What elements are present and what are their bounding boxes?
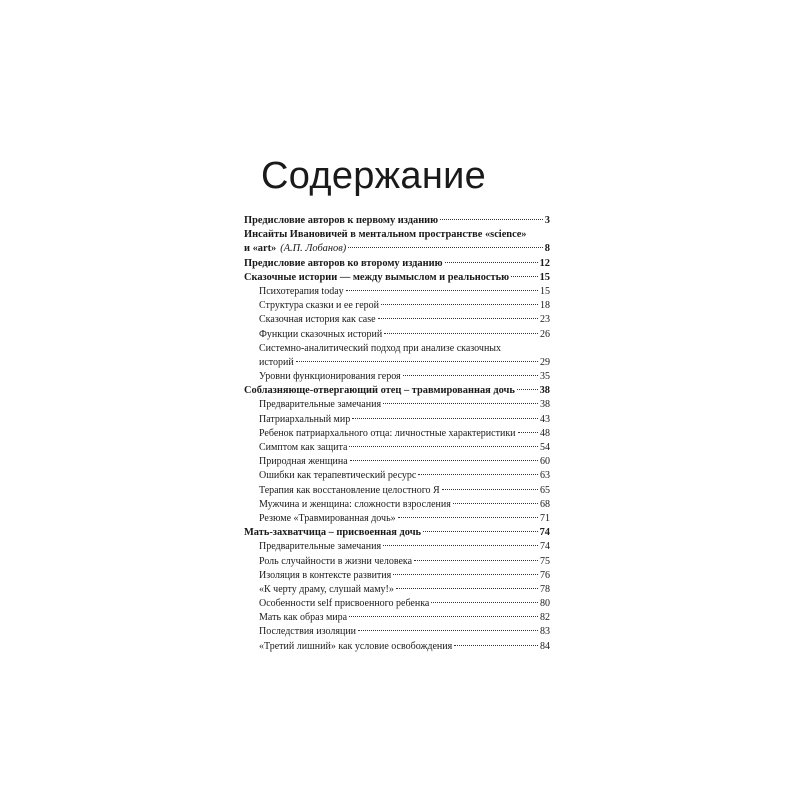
page-title: Содержание [261, 155, 487, 197]
toc-entry-page-number: 54 [540, 442, 550, 453]
toc-entry[interactable] [244, 526, 550, 540]
dot-leader [348, 247, 543, 248]
toc-entry-title: Симптом как защита [259, 442, 348, 453]
toc-entry[interactable] [244, 356, 550, 370]
toc-entry[interactable] [244, 455, 550, 469]
toc-entry-title: Системно-аналитический подход при анализе сказочных [259, 342, 502, 354]
toc-entry-title: Мать как образ мира [259, 612, 348, 624]
toc-entry[interactable] [244, 242, 550, 256]
toc-entry-title: Ошибки как терапевтический ресурс [259, 470, 417, 482]
toc-entry-title: Сказочные истории — между вымыслом и реальностью [244, 271, 510, 283]
dot-leader [403, 375, 538, 376]
toc-entry[interactable] [244, 555, 550, 569]
toc-entry-page-number: 26 [540, 328, 550, 340]
toc-entry-title: Изоляция в контексте развития [259, 569, 392, 581]
dot-leader [431, 602, 538, 603]
toc-entry-page-number: 83 [540, 626, 550, 638]
dot-leader [423, 531, 538, 532]
toc-entry[interactable] [244, 257, 550, 271]
dot-leader [440, 219, 543, 220]
dot-leader [383, 403, 538, 404]
toc-entry-title: Последствия изоляции [259, 626, 357, 638]
toc-entry-title: Предварительные замечания [259, 541, 382, 553]
toc-entry-title: Соблазняюще-отвергающий отец – травмированная дочь [244, 385, 515, 397]
toc-entry[interactable] [244, 640, 550, 654]
dot-leader [398, 517, 538, 518]
toc-entry-title: Ребенок патриархального отца: личностные характеристики [259, 427, 516, 439]
toc-entry-page-number: 65 [540, 484, 550, 496]
toc-entry-page-number: 80 [540, 598, 550, 610]
dot-leader [384, 333, 538, 334]
toc-entry-page-number: 74 [539, 527, 550, 539]
toc-entry-page-number: 15 [540, 285, 550, 297]
toc-entry-title: Структура сказки и ее герой [259, 300, 380, 312]
toc-entry-title: «Третий лишний» как условие освобождения [259, 640, 453, 652]
toc-entry[interactable] [244, 214, 550, 228]
dot-leader [383, 545, 538, 546]
toc-entry[interactable] [244, 583, 550, 597]
toc-entry[interactable] [244, 299, 550, 313]
toc-entry[interactable] [244, 285, 550, 299]
dot-leader [442, 489, 538, 490]
toc-entry-page-number: 60 [540, 456, 550, 468]
toc-entry-page-number: 12 [539, 257, 550, 269]
toc-entry[interactable] [244, 271, 550, 285]
dot-leader [511, 276, 538, 277]
toc-entry-title: Мужчина и женщина: сложности взросления [259, 498, 451, 510]
dot-leader [418, 474, 538, 475]
toc-entry[interactable] [244, 597, 550, 611]
dot-leader [350, 460, 538, 461]
toc-entry-page-number: 38 [539, 385, 550, 397]
toc-entry-page-number: 29 [540, 356, 550, 368]
toc-entry-title: Резюме «Травмированная дочь» [259, 512, 396, 524]
toc-entry-page-number: 15 [539, 271, 550, 283]
dot-leader [381, 304, 538, 305]
toc-entry-title: Психотерапия today [259, 285, 344, 297]
dot-leader [453, 503, 538, 504]
table-of-contents [244, 214, 550, 654]
dot-leader [517, 389, 538, 390]
toc-entry-title: Уровни функционирования героя [259, 371, 401, 383]
toc-entry-page-number: 74 [540, 541, 550, 553]
toc-entry-title: Предварительные замечания [259, 399, 382, 411]
toc-entry[interactable] [244, 498, 550, 512]
toc-entry-title: Терапия как восстановление целостного Я [259, 484, 440, 496]
toc-entry-page-number: 3 [544, 215, 550, 226]
toc-entry-page-number: 18 [540, 300, 550, 312]
toc-entry-title: и «art» [244, 243, 277, 255]
toc-entry-title: историй [259, 356, 294, 368]
toc-entry[interactable] [244, 370, 550, 384]
toc-entry-page-number: 48 [540, 427, 550, 439]
dot-leader [349, 446, 538, 447]
toc-entry[interactable] [244, 569, 550, 583]
toc-entry[interactable] [244, 328, 550, 342]
toc-entry-title: Предисловие авторов к первому изданию [244, 215, 439, 226]
toc-entry[interactable] [244, 625, 550, 639]
toc-entry[interactable] [244, 540, 550, 554]
toc-entry[interactable] [244, 313, 550, 327]
toc-entry-page-number: 76 [540, 569, 550, 581]
toc-entry-page-number: 68 [540, 498, 550, 510]
dot-leader [454, 645, 538, 646]
dot-leader [358, 630, 538, 631]
toc-entry-title: «К черту драму, слушай маму!» [259, 583, 394, 595]
dot-leader [518, 432, 538, 433]
toc-entry-page-number: 78 [540, 583, 550, 595]
toc-entry[interactable] [244, 441, 550, 455]
toc-entry-title: Роль случайности в жизни человека [259, 555, 413, 567]
toc-entry-title: Природная женщина [259, 456, 348, 468]
dot-leader [346, 290, 538, 291]
toc-entry-page-number: 71 [540, 512, 550, 524]
dot-leader [393, 574, 538, 575]
toc-entry-page-number: 43 [540, 413, 550, 425]
dot-leader [396, 588, 538, 589]
dot-leader [378, 318, 538, 319]
toc-entry-title: Сказочная история как case [259, 314, 376, 326]
dot-leader [352, 418, 538, 419]
toc-entry[interactable] [244, 484, 550, 498]
toc-entry[interactable] [244, 611, 550, 625]
toc-entry-title: Особенности self присвоенного ребенка [259, 598, 430, 610]
toc-entry[interactable] [244, 413, 550, 427]
dot-leader [349, 616, 538, 617]
toc-entry-page-number: 8 [544, 243, 550, 255]
toc-entry-title: Патриархальный мир [259, 413, 351, 425]
toc-entry-page-number: 38 [540, 399, 550, 411]
toc-entry[interactable] [244, 398, 550, 412]
toc-entry[interactable] [244, 469, 550, 483]
toc-entry[interactable] [244, 512, 550, 526]
dot-leader [445, 262, 538, 263]
toc-entry-page-number: 63 [540, 470, 550, 482]
toc-entry-page-number: 23 [540, 314, 550, 326]
toc-entry-title: Функции сказочных историй [259, 328, 383, 340]
dot-leader [414, 560, 538, 561]
toc-entry-title: Предисловие авторов ко второму изданию [244, 257, 443, 269]
toc-entry[interactable] [244, 228, 550, 242]
toc-entry-page-number: 84 [540, 640, 550, 652]
toc-entry-author: (А.П. Лобанов) [280, 243, 347, 255]
toc-entry[interactable] [244, 427, 550, 441]
toc-entry-page-number: 35 [540, 371, 550, 383]
toc-entry-page-number: 82 [540, 612, 550, 624]
toc-entry-title: Инсайты Ивановичей в ментальном пространстве «science» [244, 229, 527, 241]
toc-entry-title: Мать-захватчица – присвоенная дочь [244, 527, 422, 539]
toc-entry-page-number: 75 [540, 555, 550, 567]
toc-entry[interactable] [244, 384, 550, 398]
toc-entry[interactable] [244, 342, 550, 356]
dot-leader [296, 361, 538, 362]
